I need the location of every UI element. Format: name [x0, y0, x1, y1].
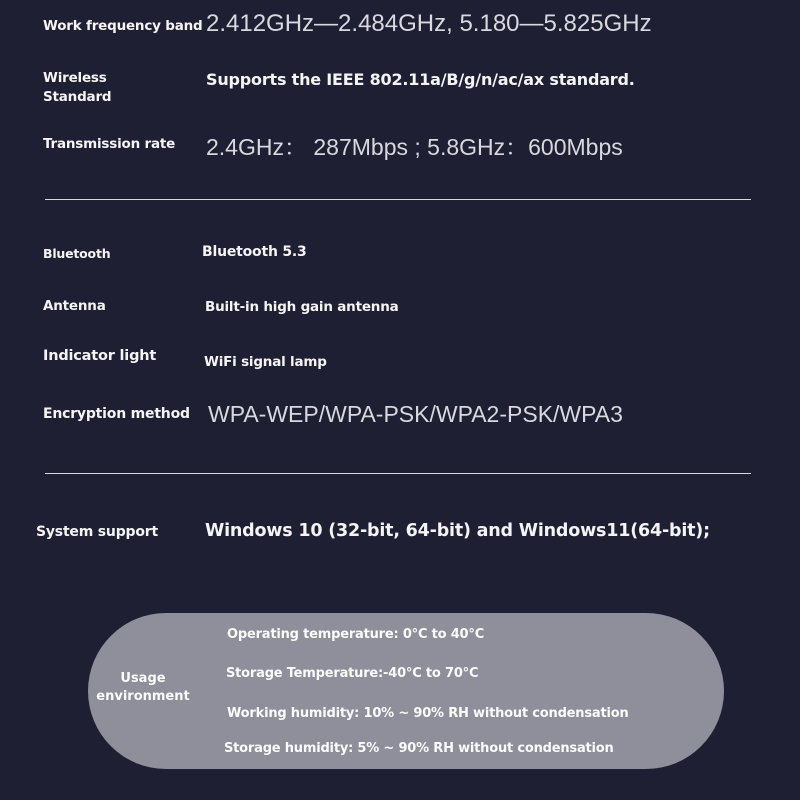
indicator-value: WiFi signal lamp — [204, 354, 327, 370]
freq-label: Work frequency band — [43, 18, 203, 34]
indicator-label: Indicator light — [43, 348, 157, 364]
wireless-value: Supports the IEEE 802.11a/B/g/n/ac/ax standard. — [206, 70, 635, 89]
rate-value: 2.4GHz： 287Mbps ; 5.8GHz：600Mbps — [206, 134, 623, 160]
bluetooth-label: Bluetooth — [43, 246, 111, 261]
usage-label-line2: environment — [96, 689, 190, 704]
wireless-label-line2: Standard — [43, 89, 112, 105]
rate-label: Transmission rate — [43, 136, 176, 152]
bluetooth-value: Bluetooth 5.3 — [202, 244, 307, 260]
freq-value: 2.412GHz—2.484GHz, 5.180—5.825GHz — [206, 10, 652, 37]
wireless-label-line1: Wireless — [43, 70, 107, 86]
storage-temperature: Storage Temperature:-40°C to 70°C — [226, 666, 479, 681]
divider-top — [45, 199, 751, 200]
antenna-label: Antenna — [43, 298, 106, 314]
antenna-value: Built-in high gain antenna — [205, 299, 399, 315]
usage-environment-label — [90, 670, 196, 706]
usage-label-line1: Usage — [120, 671, 166, 686]
system-label: System support — [36, 524, 158, 540]
storage-humidity: Storage humidity: 5% ~ 90% RH without condensation — [224, 741, 614, 756]
operating-temperature: Operating temperature: 0°C to 40°C — [227, 627, 485, 642]
working-humidity: Working humidity: 10% ~ 90% RH without condensation — [227, 706, 629, 721]
encryption-label: Encryption method — [43, 406, 190, 422]
divider-bottom — [45, 473, 751, 474]
encryption-value: WPA-WEP/WPA-PSK/WPA2-PSK/WPA3 — [208, 401, 623, 427]
system-value: Windows 10 (32-bit, 64-bit) and Windows11(64-bit); — [205, 521, 710, 541]
